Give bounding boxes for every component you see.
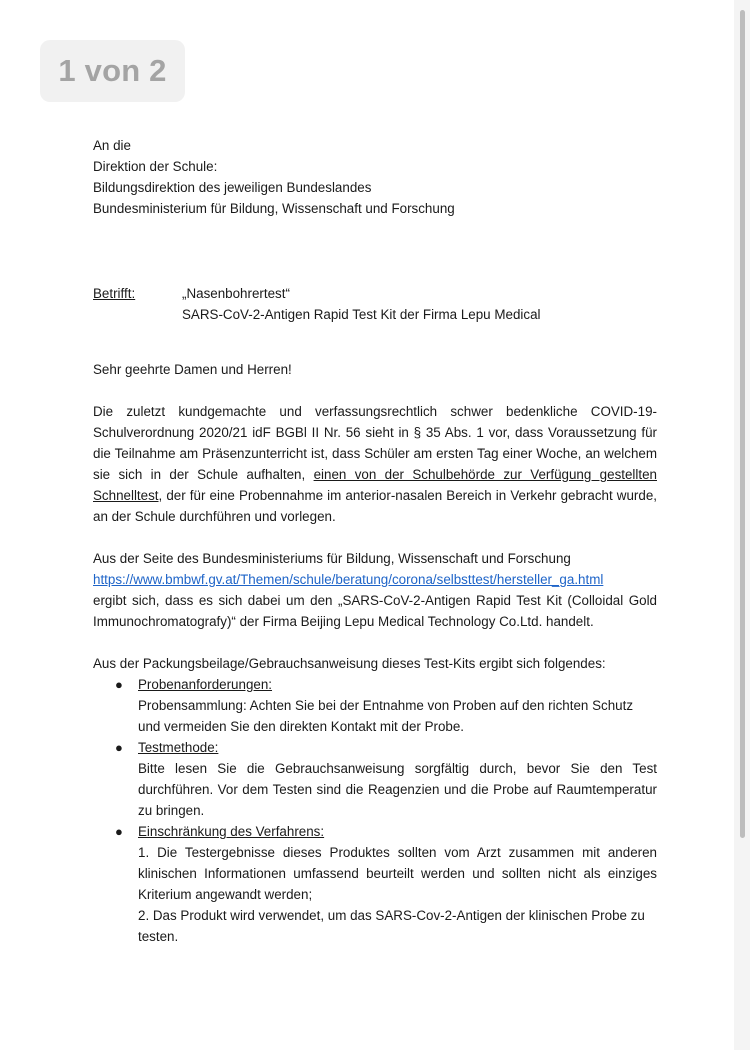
item-text: klinischen Informationen umfassend beurteilt werden und sollten nicht als einziges	[138, 866, 657, 881]
recipient-address	[93, 135, 657, 219]
address-line: Bundesministerium für Bildung, Wissenschaft und Forschung	[93, 201, 455, 216]
item-title: Probenanforderungen:	[138, 677, 273, 692]
item-text: Raumtemperatur zu bringen.	[138, 782, 657, 818]
bullet-icon: ●	[115, 740, 123, 755]
address-line: An die	[93, 138, 131, 153]
letter-body	[93, 135, 657, 947]
list-item	[93, 821, 657, 947]
salutation: Sehr geehrte Damen und Herren!	[93, 362, 292, 377]
item-text: durchführen. Vor dem Testen sind die Reagenzien und die Probe auf	[138, 782, 552, 797]
item-text: und vermeiden Sie den direkten Kontakt mit der Probe.	[138, 719, 465, 734]
paragraph-intro: Aus der Packungsbeilage/Gebrauchsanweisung dieses Test-Kits ergibt sich folgendes:	[93, 656, 606, 671]
list-item	[93, 737, 657, 821]
paragraph-text: Die zuletzt kundgemachte und verfassungsrechtlich schwer bedenkliche COVID-19- Schulverordnung 2020/21 idF BGBl II Nr. 56 sieht in § 35 Abs. 1 vor, dass Voraussetzung für die Teilnahme am Präsenzunterricht ist, dass Schüler am ersten Tag einer Woche, an welchem sie sich in der Schule aufhalten,	[93, 404, 657, 482]
list-item	[93, 674, 657, 737]
paragraph-regulation	[93, 401, 657, 527]
scrollbar[interactable]	[734, 0, 750, 1050]
paragraph-text: Immunochromatografy)“ der Firma Beijing Lepu Medical Technology Co.Ltd. handelt.	[93, 614, 594, 629]
subject-line: „Nasenbohrertest“	[182, 286, 290, 301]
emphasized-text: einen von der Schulbehörde zur Verfügung gestellten Schnelltest	[93, 467, 657, 503]
bullet-icon: ●	[115, 824, 123, 839]
paragraph-text: Aus der Seite des Bundesministeriums für Bildung, Wissenschaft und Forschung	[93, 551, 571, 566]
item-text: 1. Die Testergebnisse dieses Produktes sollten vom Arzt zusammen mit anderen	[138, 845, 657, 860]
item-text: Kriterium angewandt werden;	[138, 887, 313, 902]
insert-items-list	[93, 674, 657, 947]
item-title: Einschränkung des Verfahrens:	[138, 824, 325, 839]
item-title: Testmethode:	[138, 740, 219, 755]
address-line: Direktion der Schule:	[93, 159, 218, 174]
address-line: Bildungsdirektion des jeweiligen Bundeslandes	[93, 180, 372, 195]
subject-line: SARS-CoV-2-Antigen Rapid Test Kit der Firma Lepu Medical	[182, 307, 541, 322]
paragraph-text: , der für eine Probennahme im anterior-nasalen Bereich in Verkehr gebracht wurde, an der Schule durchführen und vorlegen.	[93, 488, 657, 524]
paragraph-ministry	[93, 548, 657, 632]
item-text: Probensammlung: Achten Sie bei der Entnahme von Proben auf den richten Schutz	[138, 698, 634, 713]
ministry-link[interactable]: https://www.bmbwf.gv.at/Themen/schule/beratung/corona/selbsttest/hersteller_ga.html	[93, 572, 604, 587]
scrollbar-thumb[interactable]	[740, 10, 745, 838]
item-text: testen.	[138, 929, 179, 944]
page-indicator: 1 von 2	[40, 40, 185, 102]
paragraph-package-insert	[93, 653, 657, 947]
item-text: 2. Das Produkt wird verwendet, um das SARS-Cov-2-Antigen der klinischen Probe zu	[138, 908, 645, 923]
bullet-icon: ●	[115, 677, 123, 692]
paragraph-text: ergibt sich, dass es sich dabei um den „SARS-CoV-2-Antigen Rapid Test Kit (Colloidal Gold	[93, 593, 657, 608]
item-text: Bitte lesen Sie die Gebrauchsanweisung sorgfältig durch, bevor Sie den Test	[138, 761, 657, 776]
subject-label: Betrifft:	[93, 286, 136, 301]
subject-block	[93, 283, 657, 325]
